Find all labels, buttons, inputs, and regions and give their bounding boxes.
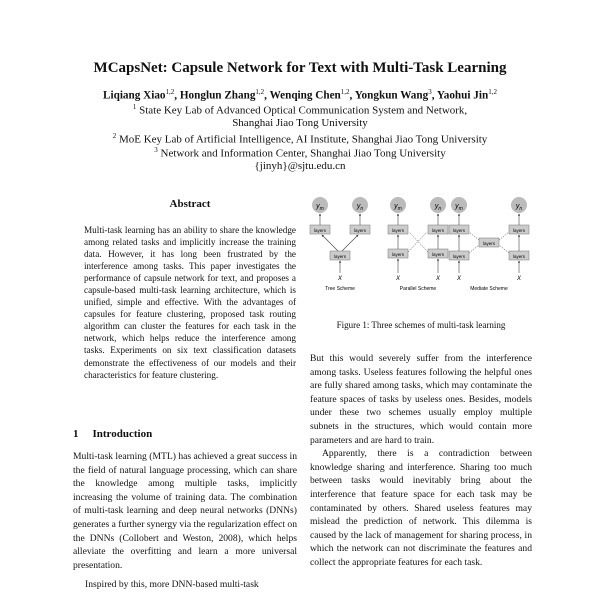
- svg-text:X: X: [337, 276, 343, 282]
- email: {jinyh}@sjtu.edu.cn: [254, 160, 346, 172]
- svg-text:yn: $y_n$: [356, 203, 364, 212]
- author-list: Liqiang Xiao$^{1,2}$, Honglun Zhang$^{1,2}$, Wenqing Chen$^{1,2}$, Yongkun Wang$^3$, Yaohui Jin$^{1,2}$: [103, 88, 497, 102]
- svg-text:ym: $y_m$: [394, 203, 402, 212]
- affiliation-2: $^2$ MoE Key Lab of Artificial Intelligence, AI Institute, Shanghai Jiao Tong University: [112, 132, 488, 146]
- author: Yaohui Jin: [436, 89, 489, 102]
- svg-text:Mediate Scheme: Mediate Scheme: [470, 286, 508, 292]
- svg-text:ym: $y_m$: [316, 203, 324, 212]
- svg-text:X: X: [435, 276, 441, 282]
- figure-caption: Figure 1: Three schemes of multi-task learning: [336, 320, 506, 330]
- svg-text:Parallel Scheme: Parallel Scheme: [399, 286, 437, 292]
- author: Honglun Zhang: [179, 89, 256, 102]
- paper-title: MCapsNet: Capsule Network for Text with Multi-Task Learning: [93, 60, 507, 76]
- author: Wenqing Chen: [269, 89, 341, 102]
- svg-text:layers: layers: [452, 254, 466, 259]
- affiliation-1: $^1$ State Key Lab of Advanced Optical Communication System and Network,: [132, 103, 468, 117]
- tree-scheme: [310, 197, 370, 292]
- svg-text:layers: layers: [482, 241, 496, 246]
- svg-text:layers: layers: [431, 228, 445, 233]
- svg-text:layers: layers: [452, 228, 466, 233]
- affiliation-3: $^3$ Network and Information Center, Shanghai Jiao Tong University: [154, 146, 446, 160]
- svg-text:layers: layers: [431, 252, 445, 257]
- schemes-diagram: [302, 193, 540, 298]
- paragraph: Apparently, there is a contradiction between knowledge sharing and interference. Sharing too much between tasks would inevitably bring about the interference that feature space for each task may be contaminated by others. Shared useless features may mislead the prediction of network. This dilemma is caused by the lack of management for sharing process, in which the network can not discriminate the features and collect the appropriate features for each task.: [310, 448, 532, 568]
- paragraph: Multi-task learning (MTL) has achieved a great success in the field of natural language processing, which can share the knowledge among multiple tasks, implicitly increasing the volume of training data. The combination of multi-task learning and deep neural networks (DNNs) generates a further synergy via the regularization effect on the DNNs (Collobert and Weston, 2008), which helps alleviate the overfitting and learn a more universal presentation.: [73, 451, 297, 571]
- svg-text:yn: $y_n$: [434, 203, 442, 212]
- right-column-text: [310, 352, 532, 570]
- svg-text:layers: layers: [512, 228, 526, 233]
- svg-text:ym: $y_m$: [455, 203, 463, 212]
- svg-text:layers: layers: [333, 254, 347, 259]
- svg-text:layers: layers: [512, 254, 526, 259]
- section-heading: 1 Introduction: [73, 428, 153, 440]
- svg-text:layers: layers: [313, 228, 327, 233]
- svg-text:Tree Scheme: Tree Scheme: [325, 286, 355, 292]
- abstract-text: Multi-task learning has an ability to share the knowledge among related tasks and implicitly increase the training data. However, it has long been frustrated by the interference among tasks. This paper investigates the performance of capsule network for text, and proposes a capsule-based multi-task learning architecture, which is unified, simple and effective. With the advantages of capsules for feature clustering, proposed task routing algorithm can cluster the features for each task in the network, which helps reduce the interference among tasks. Experiments on six text classification datasets demonstrate the effectiveness of our models and their characteristics for feature clustering.: [84, 225, 296, 380]
- parallel-scheme: [388, 197, 448, 292]
- svg-text:layers: layers: [391, 252, 405, 257]
- affiliation-1-line2: Shanghai Jiao Tong University: [232, 117, 368, 129]
- author: Yongkun Wang: [354, 89, 429, 102]
- svg-text:layers: layers: [353, 228, 367, 233]
- figure-1: [302, 193, 540, 298]
- svg-text:layers: layers: [391, 228, 405, 233]
- mediate-scheme: [449, 197, 529, 292]
- abstract-heading: Abstract: [169, 198, 211, 210]
- svg-text:X: X: [395, 276, 401, 282]
- svg-text:yn: $y_n$: [515, 203, 523, 212]
- introduction-text: [73, 450, 297, 592]
- svg-text:X: X: [456, 276, 462, 282]
- paragraph: Inspired by this, more DNN-based multi-task: [85, 579, 259, 591]
- author: Liqiang Xiao: [103, 89, 166, 102]
- paragraph: But this would severely suffer from the interference among tasks. Useless features following the helpful ones are fully shared among tasks, which may contaminate the feature spaces of tasks by useless ones. Besides, models under these two schemes usually employ multiple subnets in the structures, which would contain more parameters and are hard to train.: [310, 353, 532, 446]
- svg-text:X: X: [516, 276, 522, 282]
